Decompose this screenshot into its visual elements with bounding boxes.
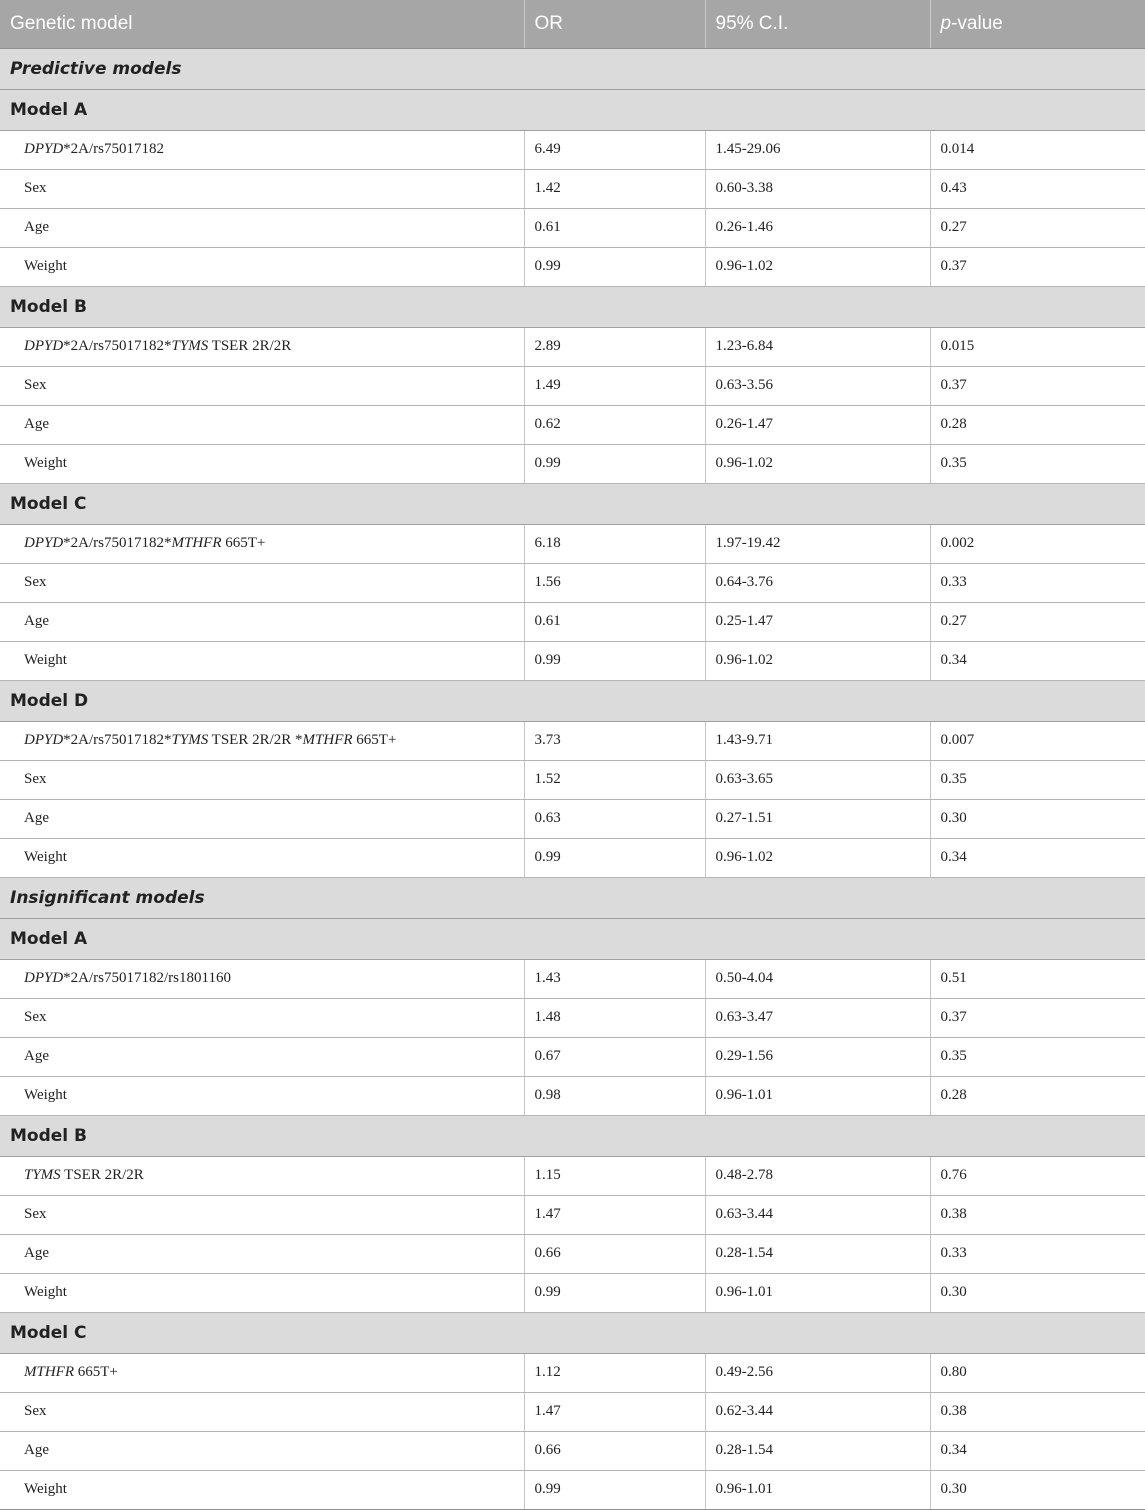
- covariate-cell: Weight: [0, 1470, 524, 1509]
- or-cell: 0.99: [524, 641, 705, 680]
- section-title: Insignificant models: [0, 877, 1145, 918]
- covariate-cell: Age: [0, 602, 524, 641]
- section-title: Predictive models: [0, 48, 1145, 89]
- or-cell: 1.12: [524, 1353, 705, 1392]
- header-p-italic: p: [940, 12, 952, 34]
- covariate-cell: Weight: [0, 1076, 524, 1115]
- gene-name: DPYD: [24, 732, 64, 748]
- p-value-cell: 0.43: [930, 169, 1145, 208]
- table-row: [0, 1392, 1145, 1431]
- p-value-cell: 0.28: [930, 405, 1145, 444]
- model-title: Model A: [0, 918, 1145, 959]
- covariate-cell: Weight: [0, 444, 524, 483]
- or-cell: 3.73: [524, 721, 705, 760]
- p-value-cell: 0.007: [930, 721, 1145, 760]
- section-row-insignificant: [0, 877, 1145, 918]
- model-row-predictive-a: [0, 89, 1145, 130]
- table-row: [0, 1431, 1145, 1470]
- model-title: Model B: [0, 286, 1145, 327]
- table-row: [0, 799, 1145, 838]
- ci-cell: 1.43-9.71: [705, 721, 930, 760]
- header-or: OR: [524, 0, 705, 48]
- gene-name: TYMS: [171, 732, 209, 748]
- p-value-cell: 0.37: [930, 247, 1145, 286]
- ci-cell: 0.28-1.54: [705, 1431, 930, 1470]
- variant-text: TSER 2R/2R: [208, 338, 292, 354]
- header-p-value: [930, 0, 1145, 48]
- p-value-cell: 0.34: [930, 1431, 1145, 1470]
- p-value-cell: 0.33: [930, 1234, 1145, 1273]
- table-row: [0, 405, 1145, 444]
- table-row: [0, 1234, 1145, 1273]
- ci-cell: 0.29-1.56: [705, 1037, 930, 1076]
- variant-text: 665T+: [221, 535, 266, 551]
- p-value-cell: 0.37: [930, 998, 1145, 1037]
- ci-cell: 0.96-1.02: [705, 838, 930, 877]
- covariate-cell: Weight: [0, 247, 524, 286]
- or-cell: 0.99: [524, 1273, 705, 1312]
- or-cell: 2.89: [524, 327, 705, 366]
- covariate-cell: Sex: [0, 1195, 524, 1234]
- table-row: [0, 721, 1145, 760]
- p-value-cell: 0.38: [930, 1392, 1145, 1431]
- section-row-predictive: [0, 48, 1145, 89]
- table-row: [0, 1156, 1145, 1195]
- ci-cell: 0.96-1.02: [705, 444, 930, 483]
- table-row: [0, 959, 1145, 998]
- p-value-cell: 0.80: [930, 1353, 1145, 1392]
- table-row: [0, 563, 1145, 602]
- table-row: [0, 998, 1145, 1037]
- or-cell: 0.99: [524, 444, 705, 483]
- ci-cell: 0.28-1.54: [705, 1234, 930, 1273]
- ci-cell: 0.49-2.56: [705, 1353, 930, 1392]
- genetic-model-cell: [0, 721, 524, 760]
- table-row: [0, 366, 1145, 405]
- or-cell: 1.52: [524, 760, 705, 799]
- or-cell: 1.49: [524, 366, 705, 405]
- p-value-cell: 0.30: [930, 1470, 1145, 1509]
- gene-name: MTHFR: [302, 732, 353, 748]
- ci-cell: 0.96-1.01: [705, 1470, 930, 1509]
- table-row: [0, 444, 1145, 483]
- ci-cell: 0.63-3.47: [705, 998, 930, 1037]
- covariate-cell: Sex: [0, 169, 524, 208]
- variant-text: *2A/rs75017182/rs1801160: [63, 970, 231, 986]
- header-genetic-model: Genetic model: [0, 0, 524, 48]
- or-cell: 1.15: [524, 1156, 705, 1195]
- p-value-cell: 0.28: [930, 1076, 1145, 1115]
- model-row-predictive-b: [0, 286, 1145, 327]
- or-cell: 1.56: [524, 563, 705, 602]
- variant-text: 665T+: [352, 732, 397, 748]
- covariate-cell: Age: [0, 1431, 524, 1470]
- or-cell: 6.49: [524, 130, 705, 169]
- ci-cell: 0.26-1.47: [705, 405, 930, 444]
- table-row: [0, 247, 1145, 286]
- or-cell: 0.98: [524, 1076, 705, 1115]
- table-row: [0, 602, 1145, 641]
- ci-cell: 0.27-1.51: [705, 799, 930, 838]
- gene-name: TYMS: [24, 1167, 61, 1183]
- model-title: Model A: [0, 89, 1145, 130]
- or-cell: 1.47: [524, 1195, 705, 1234]
- model-title: Model D: [0, 680, 1145, 721]
- table-row: [0, 524, 1145, 563]
- header-row: [0, 0, 1145, 48]
- p-value-cell: 0.33: [930, 563, 1145, 602]
- table-row: [0, 1037, 1145, 1076]
- covariate-cell: Sex: [0, 760, 524, 799]
- p-value-cell: 0.27: [930, 208, 1145, 247]
- variant-text: *2A/rs75017182*: [63, 535, 172, 551]
- ci-cell: 0.96-1.01: [705, 1076, 930, 1115]
- table-row: [0, 641, 1145, 680]
- ci-cell: 0.96-1.02: [705, 247, 930, 286]
- table-row: [0, 130, 1145, 169]
- or-cell: 0.61: [524, 208, 705, 247]
- ci-cell: 1.45-29.06: [705, 130, 930, 169]
- gene-name: MTHFR: [171, 535, 222, 551]
- ci-cell: 0.26-1.46: [705, 208, 930, 247]
- variant-text: TSER 2R/2R: [60, 1167, 144, 1183]
- genetic-model-cell: [0, 130, 524, 169]
- ci-cell: 0.25-1.47: [705, 602, 930, 641]
- or-cell: 6.18: [524, 524, 705, 563]
- genetic-model-cell: [0, 327, 524, 366]
- ci-cell: 0.63-3.56: [705, 366, 930, 405]
- p-value-cell: 0.35: [930, 444, 1145, 483]
- covariate-cell: Age: [0, 405, 524, 444]
- p-value-cell: 0.34: [930, 641, 1145, 680]
- table-row: [0, 208, 1145, 247]
- or-cell: 1.47: [524, 1392, 705, 1431]
- or-cell: 0.99: [524, 838, 705, 877]
- model-row-insignificant-c: [0, 1312, 1145, 1353]
- gene-name: DPYD: [24, 338, 64, 354]
- ci-cell: 0.62-3.44: [705, 1392, 930, 1431]
- ci-cell: 0.48-2.78: [705, 1156, 930, 1195]
- covariate-cell: Age: [0, 1037, 524, 1076]
- or-cell: 0.66: [524, 1431, 705, 1470]
- or-cell: 1.43: [524, 959, 705, 998]
- gene-name: DPYD: [24, 970, 64, 986]
- p-value-cell: 0.002: [930, 524, 1145, 563]
- genetic-model-cell: [0, 1156, 524, 1195]
- p-value-cell: 0.27: [930, 602, 1145, 641]
- covariate-cell: Sex: [0, 998, 524, 1037]
- header-p-rest: -value: [951, 12, 1003, 34]
- p-value-cell: 0.37: [930, 366, 1145, 405]
- covariate-cell: Weight: [0, 838, 524, 877]
- p-value-cell: 0.34: [930, 838, 1145, 877]
- variant-text: 665T+: [74, 1364, 118, 1380]
- ci-cell: 0.64-3.76: [705, 563, 930, 602]
- p-value-cell: 0.51: [930, 959, 1145, 998]
- model-row-predictive-c: [0, 483, 1145, 524]
- variant-text: *2A/rs75017182: [63, 141, 165, 157]
- genetic-model-cell: [0, 1353, 524, 1392]
- gene-name: DPYD: [24, 535, 64, 551]
- model-title: Model C: [0, 1312, 1145, 1353]
- ci-cell: 0.96-1.02: [705, 641, 930, 680]
- or-cell: 0.99: [524, 1470, 705, 1509]
- or-cell: 1.48: [524, 998, 705, 1037]
- ci-cell: 0.63-3.65: [705, 760, 930, 799]
- table-row: [0, 327, 1145, 366]
- gene-name: DPYD: [24, 141, 64, 157]
- model-title: Model B: [0, 1115, 1145, 1156]
- or-cell: 0.67: [524, 1037, 705, 1076]
- or-cell: 0.62: [524, 405, 705, 444]
- covariate-cell: Age: [0, 1234, 524, 1273]
- genetic-model-cell: [0, 959, 524, 998]
- p-value-cell: 0.014: [930, 130, 1145, 169]
- p-value-cell: 0.30: [930, 1273, 1145, 1312]
- table-row: [0, 760, 1145, 799]
- gene-name: MTHFR: [24, 1364, 74, 1380]
- gene-name: TYMS: [171, 338, 209, 354]
- or-cell: 0.99: [524, 247, 705, 286]
- ci-cell: 0.63-3.44: [705, 1195, 930, 1234]
- variant-text: TSER 2R/2R *: [208, 732, 303, 748]
- model-row-insignificant-b: [0, 1115, 1145, 1156]
- p-value-cell: 0.35: [930, 760, 1145, 799]
- or-cell: 0.61: [524, 602, 705, 641]
- table-row: [0, 1195, 1145, 1234]
- ci-cell: 1.97-19.42: [705, 524, 930, 563]
- p-value-cell: 0.76: [930, 1156, 1145, 1195]
- table-row: [0, 1076, 1145, 1115]
- covariate-cell: Weight: [0, 641, 524, 680]
- model-row-insignificant-a: [0, 918, 1145, 959]
- covariate-cell: Weight: [0, 1273, 524, 1312]
- p-value-cell: 0.015: [930, 327, 1145, 366]
- p-value-cell: 0.38: [930, 1195, 1145, 1234]
- or-cell: 0.66: [524, 1234, 705, 1273]
- header-ci: 95% C.I.: [705, 0, 930, 48]
- model-row-predictive-d: [0, 680, 1145, 721]
- covariate-cell: Age: [0, 208, 524, 247]
- covariate-cell: Sex: [0, 1392, 524, 1431]
- variant-text: *2A/rs75017182*: [63, 338, 172, 354]
- model-title: Model C: [0, 483, 1145, 524]
- ci-cell: 0.96-1.01: [705, 1273, 930, 1312]
- ci-cell: 1.23-6.84: [705, 327, 930, 366]
- or-cell: 0.63: [524, 799, 705, 838]
- covariate-cell: Sex: [0, 563, 524, 602]
- p-value-cell: 0.35: [930, 1037, 1145, 1076]
- ci-cell: 0.50-4.04: [705, 959, 930, 998]
- genetic-model-cell: [0, 524, 524, 563]
- variant-text: *2A/rs75017182*: [63, 732, 172, 748]
- covariate-cell: Age: [0, 799, 524, 838]
- p-value-cell: 0.30: [930, 799, 1145, 838]
- ci-cell: 0.60-3.38: [705, 169, 930, 208]
- table-row: [0, 1470, 1145, 1509]
- table-row: [0, 1353, 1145, 1392]
- covariate-cell: Sex: [0, 366, 524, 405]
- or-cell: 1.42: [524, 169, 705, 208]
- table-row: [0, 169, 1145, 208]
- table-row: [0, 1273, 1145, 1312]
- table-row: [0, 838, 1145, 877]
